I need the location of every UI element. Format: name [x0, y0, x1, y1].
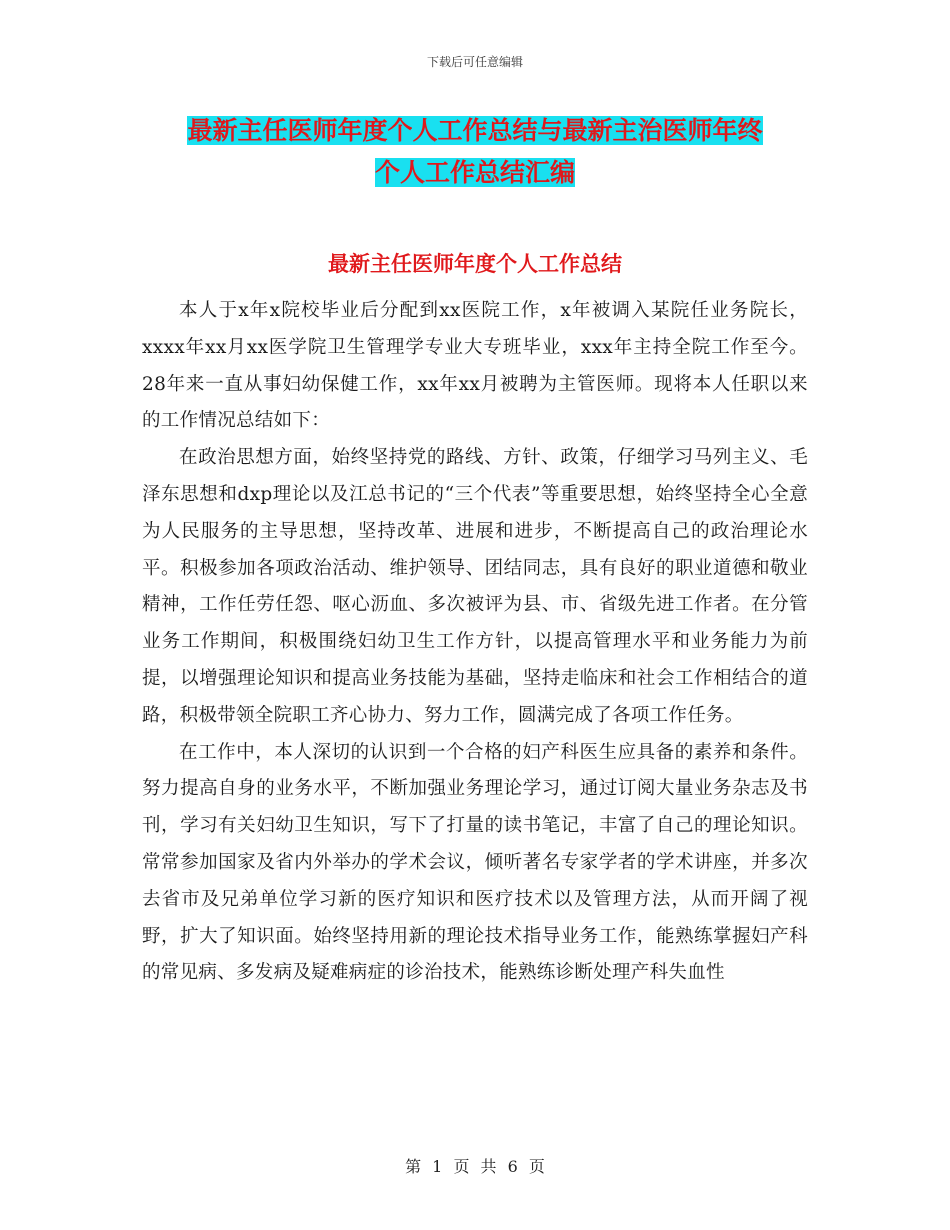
body-text: [142, 293, 808, 992]
document-title-line-1: 最新主任医师年度个人工作总结与最新主治医师年终: [187, 116, 763, 145]
page-footer: 第 1 页 共 6 页: [405, 1157, 545, 1176]
paragraph-2: 在政治思想方面，始终坚持党的路线、方针、政策，仔细学习马列主义、毛泽东思想和dxp理论以及江总书记的“三个代表”等重要思想，始终坚持全心全意为人民服务的主导思想，坚持改革、进展和进步，不断提高自己的政治理论水平。积极参加各项政治活动、维护领导、团结同志，具有良好的职业道德和敬业精神，工作任劳任怨、呕心沥血、多次被评为县、市、省级先进工作者。在分管业务工作期间，积极围绕妇幼卫生工作方针，以提高管理水平和业务能力为前提，以增强理论知识和提高业务技能为基础，坚持走临床和社会工作相结合的道路，积极带领全院职工齐心协力、努力工作，圆满完成了各项工作任务。: [142, 447, 808, 726]
document-title-line-2: 个人工作总结汇编: [374, 158, 575, 187]
header-note: 下载后可任意编辑: [426, 55, 523, 69]
section-title: 最新主任医师年度个人工作总结: [328, 252, 622, 276]
paragraph-1: 本人于x年x院校毕业后分配到xx医院工作，x年被调入某院任业务院长，xxxx年xx月xx医学院卫生管理学专业大专班毕业，xxx年主持全院工作至今。28年来一直从事妇幼保健工作，xx年xx月被聘为主管医师。现将本人任职以来的工作情况总结如下：: [142, 300, 808, 432]
paragraph-3: 在工作中，本人深切的认识到一个合格的妇产科医生应具备的素养和条件。努力提高自身的业务水平，不断加强业务理论学习，通过订阅大量业务杂志及书刊，学习有关妇幼卫生知识，写下了打量的读书笔记，丰富了自己的理论知识。常常参加国家及省内外举办的学术会议，倾听著名专家学者的学术讲座，并多次去省市及兄弟单位学习新的医疗知识和医疗技术以及管理方法，从而开阔了视野，扩大了知识面。始终坚持用新的理论技术指导业务工作，能熟练掌握妇产科的常见病、多发病及疑难病症的诊治技术，能熟练诊断处理产科失血性: [142, 741, 808, 984]
document-title: [130, 110, 820, 194]
